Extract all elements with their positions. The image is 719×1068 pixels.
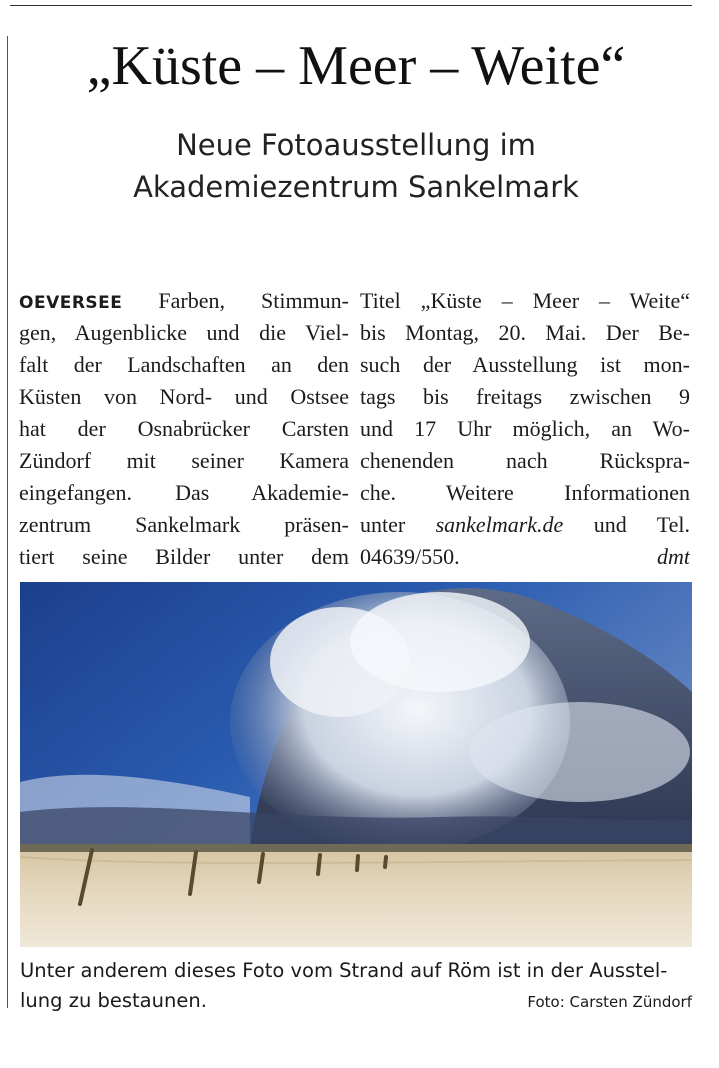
- body-text: unter: [360, 512, 406, 537]
- website-link[interactable]: sankelmark.de: [435, 512, 564, 537]
- body-line: bis Montag, 20. Mai. Der Be-: [360, 320, 690, 345]
- body-text: und Tel.: [593, 512, 690, 537]
- body-line: such der Ausstellung ist mon-: [360, 352, 690, 377]
- phone-number: 04639/550.: [360, 544, 460, 569]
- body-line: falt der Landschaften an den: [19, 352, 349, 377]
- body-line-website: [360, 509, 690, 541]
- body-line: hat der Osnabrücker Carsten: [19, 416, 349, 441]
- body-line: chenenden nach Rückspra-: [360, 448, 690, 473]
- subheadline-line-1: Neue Fotoausstellung im: [176, 128, 536, 162]
- caption-line-1: Unter anderem dieses Foto vom Strand auf Röm ist in der Ausstel-: [20, 959, 668, 982]
- body-line: zentrum Sankelmark präsen-: [19, 512, 349, 537]
- body-line: und 17 Uhr möglich, an Wo-: [360, 416, 690, 441]
- body-column-right: [360, 285, 690, 573]
- body-line: tags bis freitags zwischen 9: [360, 384, 690, 409]
- subheadline-line-2: Akademiezentrum Sankelmark: [133, 170, 579, 204]
- body-line: che. Weitere Informationen: [360, 480, 690, 505]
- body-line: eingefangen. Das Akademie-: [19, 480, 349, 505]
- dateline: OEVERSEE: [19, 293, 123, 313]
- body-line: Zündorf mit seiner Kamera: [19, 448, 349, 473]
- body-column-left: [19, 285, 349, 573]
- author-initials: dmt: [657, 544, 690, 569]
- caption-line-2: [20, 986, 692, 1017]
- body-line: tiert seine Bilder unter dem: [19, 544, 349, 569]
- body-line: [19, 285, 349, 317]
- body-line: Titel „Küste – Meer – Weite“: [360, 288, 690, 313]
- body-line-phone: [360, 541, 690, 573]
- body-line: Küsten von Nord- und Ostsee: [19, 384, 349, 409]
- body-text: Farben, Stimmun-: [158, 288, 349, 313]
- subheadline: [20, 124, 692, 208]
- body-line: gen, Augenblicke und die Viel-: [19, 320, 349, 345]
- headline: „Küste – Meer – Weite“: [86, 35, 626, 97]
- caption-text: lung zu bestaunen.: [20, 989, 207, 1012]
- beach-photo: [20, 582, 692, 947]
- left-column-rule: [7, 36, 8, 1008]
- photo-caption: [20, 956, 692, 1017]
- top-rule: [10, 5, 692, 6]
- photo-credit: Foto: Carsten Zündorf: [527, 993, 692, 1011]
